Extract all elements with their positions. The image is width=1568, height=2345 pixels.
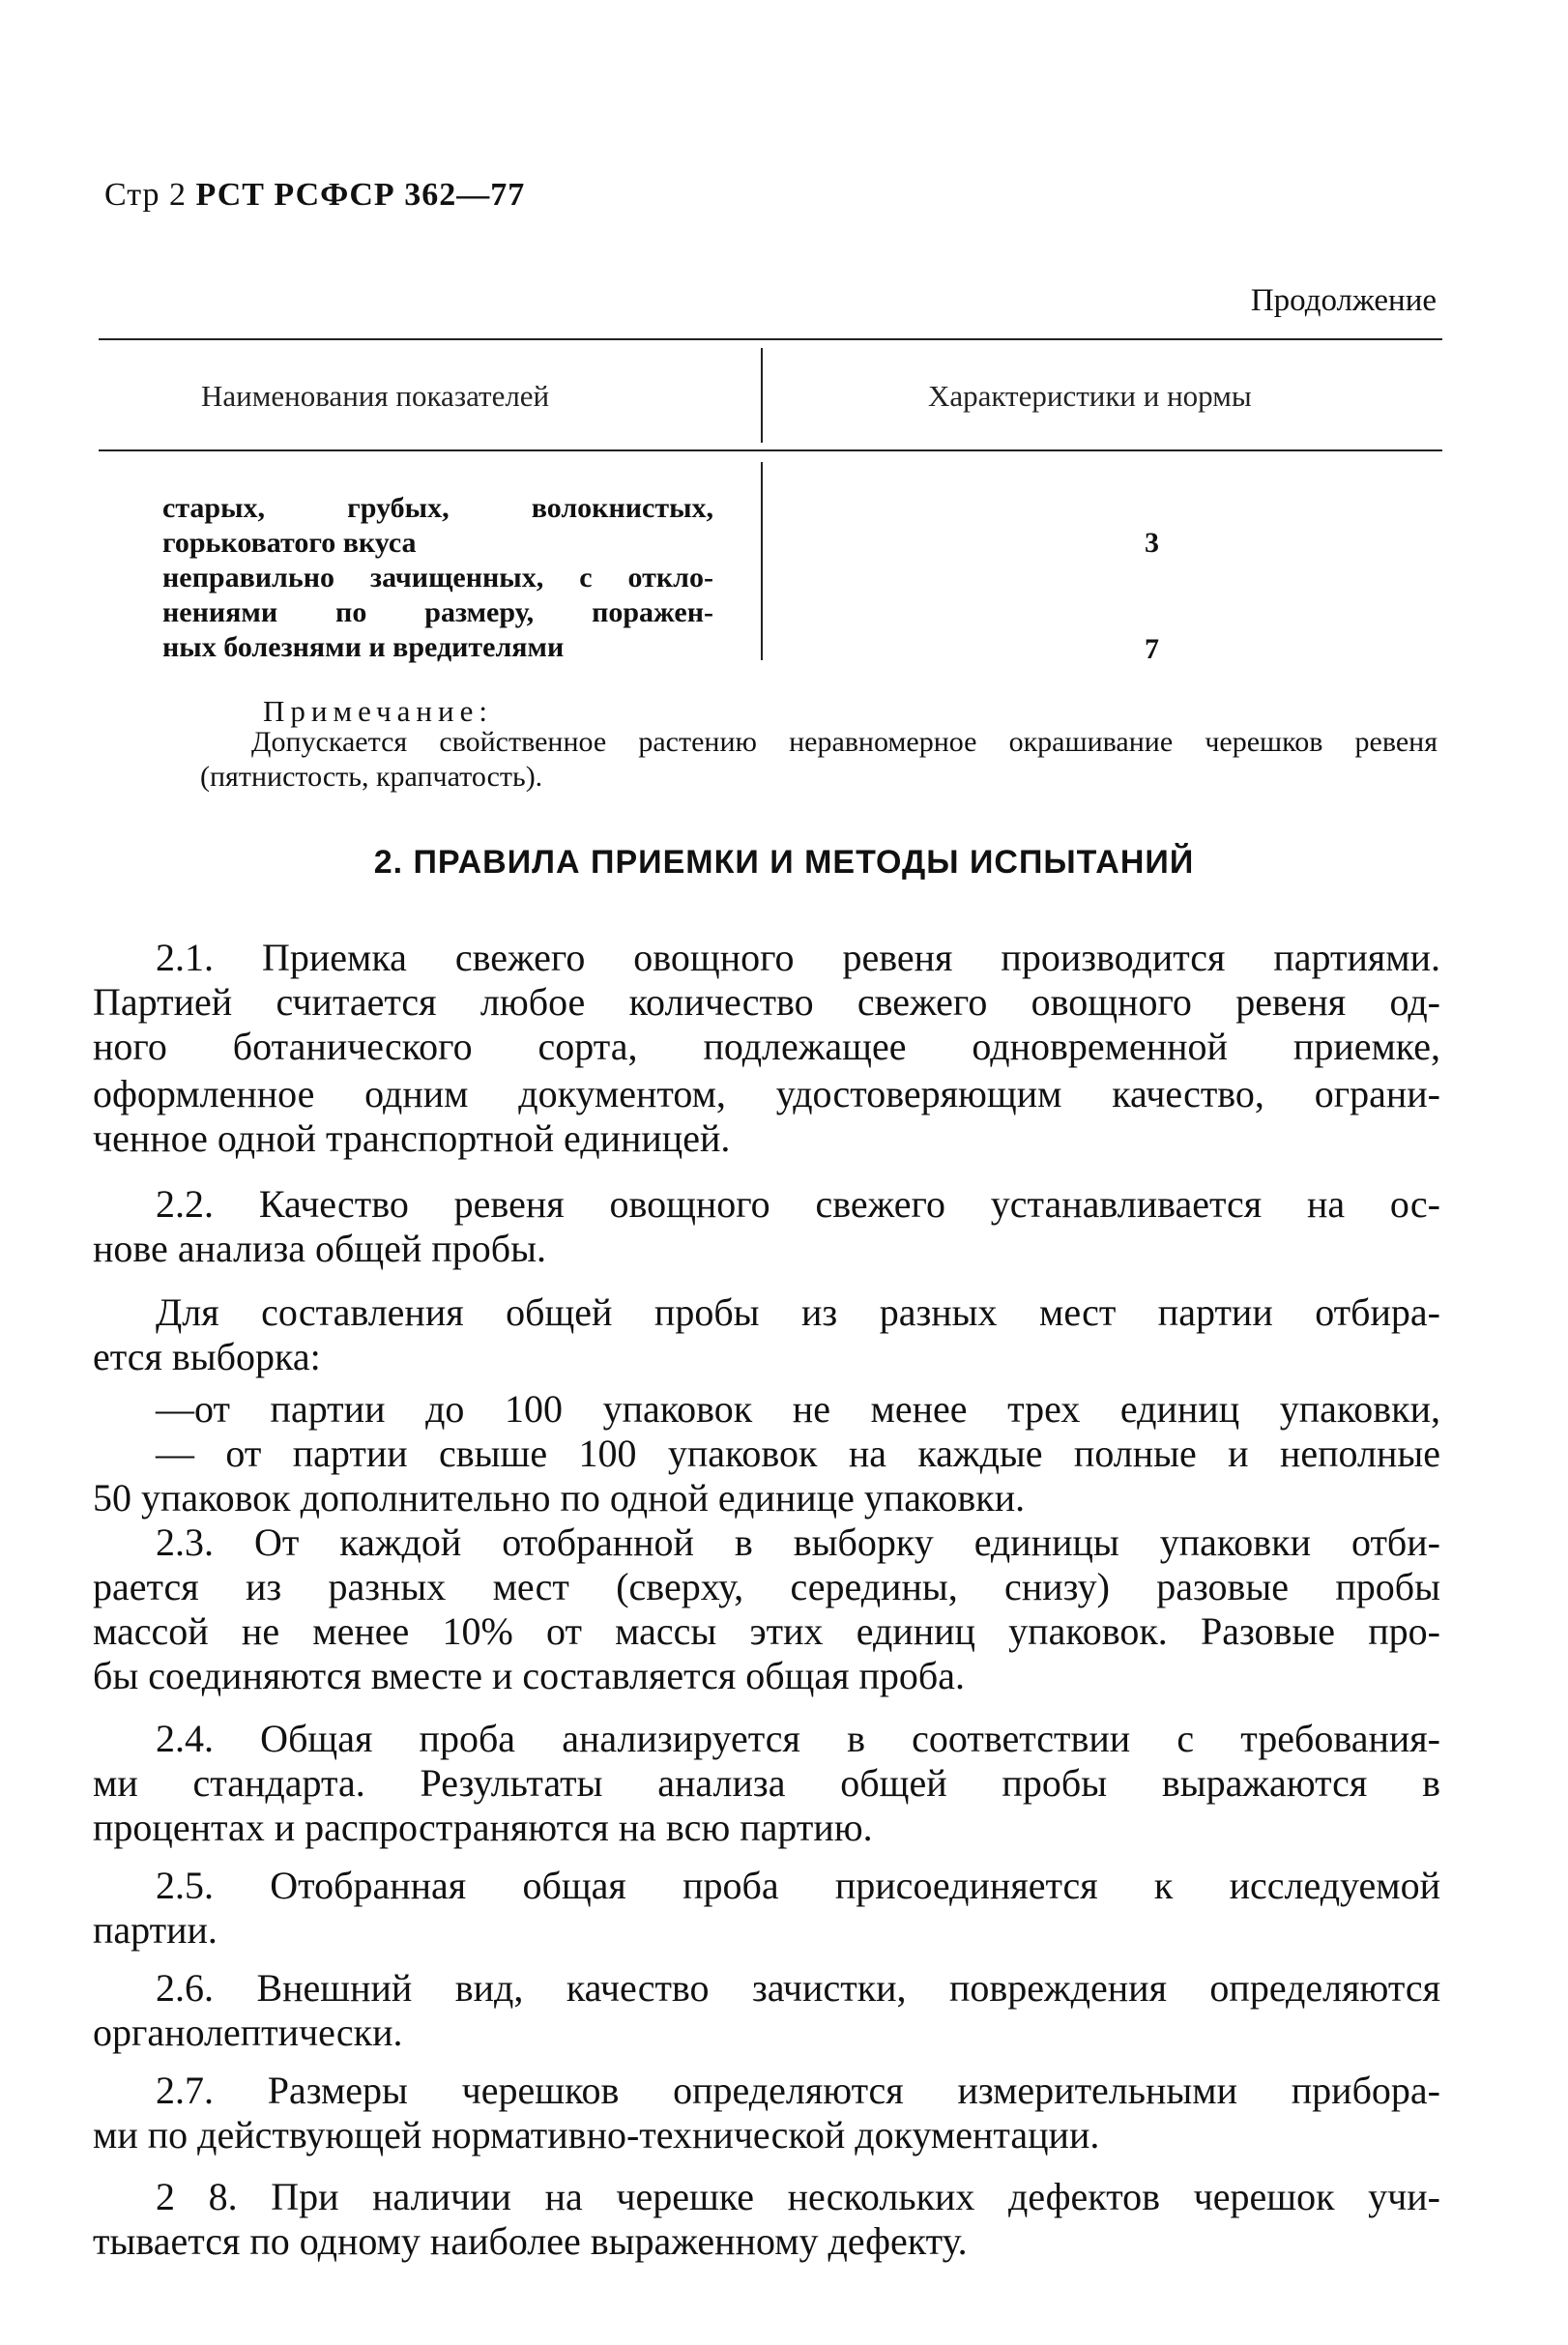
table-header-indicator: Наименования показателей (201, 379, 550, 413)
table-value: 7 (1145, 633, 1159, 665)
text-line: — от партии свыше 100 упаковок на каждые полные и неполные (156, 1432, 1440, 1475)
paragraph-dash-1 (93, 1387, 1440, 1432)
section-title: 2. ПРАВИЛА ПРИЕМКИ И МЕТОДЫ ИСПЫТАНИЙ (373, 844, 1195, 881)
text-line: 2.6. Внешний вид, качество зачистки, повреждения определяются (156, 1966, 1440, 2010)
note-title: Примечание: (263, 694, 493, 728)
continuation-label: Продолжение (1250, 283, 1437, 318)
paragraph-2-6 (93, 1966, 1440, 2055)
text-line: Для составления общей пробы из разных мест партии отбира- (156, 1290, 1440, 1334)
text-line: ми стандарта. Результаты анализа общей пробы выражаются в (93, 1761, 1440, 1805)
text-line: оформленное одним документом, удостоверяющим качество, ограни- (93, 1072, 1440, 1115)
paragraph-sample (93, 1290, 1440, 1379)
table-header-rule (99, 449, 1442, 451)
text-line: партии. (93, 1908, 218, 1952)
paragraph-2-1 (93, 936, 1440, 1161)
text-line: процентах и распространяются на всю партию. (93, 1806, 873, 1849)
text-line: 2.2. Качество ревеня овощного свежего устанавливается на ос- (156, 1182, 1440, 1226)
paragraph-dash-2 (93, 1432, 1440, 1520)
text-line: 2 8. При наличии на черешке нескольких дефектов черешок учи- (156, 2175, 1440, 2218)
text-line: ется выборка: (93, 1335, 321, 1378)
text-line: массой не менее 10% от массы этих единиц упаковок. Разовые про- (93, 1609, 1440, 1653)
text-line: ченное одной транспортной единицей. (93, 1116, 731, 1160)
paragraph-2-3 (93, 1520, 1440, 1698)
table-cell-line: горьковатого вкуса (162, 527, 417, 559)
text-line: бы соединяются вместе и составляется общая проба. (93, 1654, 966, 1697)
page-header (104, 177, 525, 214)
paragraph-2-8 (93, 2175, 1440, 2264)
paragraph-2-4 (93, 1717, 1440, 1850)
table-cell-line: неправильно зачищенных, с откло- (162, 562, 713, 593)
table-row (162, 491, 713, 665)
table-column-divider-header (761, 348, 763, 443)
text-line: —от партии до 100 упаковок не менее трех единиц упаковки, (156, 1387, 1440, 1431)
table-header-norms: Характеристики и нормы (928, 379, 1252, 413)
text-line: тывается по одному наиболее выраженному дефекту. (93, 2219, 968, 2263)
text-line: 2.7. Размеры черешков определяются измерительными прибора- (156, 2069, 1440, 2112)
table-top-rule (99, 338, 1442, 340)
page-number: Стр 2 (104, 177, 188, 213)
text-line: органолептически. (93, 2011, 403, 2054)
table-cell-line: ных болезнями и вредителями (162, 631, 565, 663)
text-line: нове анализа общей пробы. (93, 1227, 546, 1270)
text-line: Партией считается любое количество свежего овощного ревеня од- (93, 980, 1440, 1024)
table-column-divider-body (761, 462, 763, 660)
text-line: ного ботанического сорта, подлежащее одновременной приемке, (93, 1025, 1440, 1068)
text-line: 2.1. Приемка свежего овощного ревеня производится партиями. (156, 936, 1440, 979)
paragraph-2-7 (93, 2069, 1440, 2157)
table-cell-line: нениями по размеру, поражен- (162, 596, 713, 628)
paragraph-2-2 (93, 1182, 1440, 1271)
text-line: 50 упаковок дополнительно по одной единице упаковки. (93, 1476, 1026, 1520)
standard-number: РСТ РСФСР 362—77 (195, 177, 526, 213)
table-cell-line: старых, грубых, волокнистых, (162, 492, 713, 524)
text-line: ми по действующей нормативно-технической документации. (93, 2113, 1100, 2157)
text-line: 2.4. Общая проба анализируется в соответствии с требования- (156, 1717, 1440, 1760)
text-line: 2.3. От каждой отобранной в выборку единицы упаковки отби- (156, 1520, 1440, 1564)
text-line: рается из разных мест (сверху, середины, снизу) разовые пробы (93, 1565, 1440, 1608)
note-text: Допускается свойственное растению неравномерное окрашивание черешков ревеня (пятнистость, крапчатость). (200, 726, 1437, 793)
paragraph-2-5 (93, 1864, 1440, 1953)
table-value: 3 (1145, 527, 1159, 559)
text-line: 2.5. Отобранная общая проба присоединяется к исследуемой (156, 1864, 1440, 1907)
